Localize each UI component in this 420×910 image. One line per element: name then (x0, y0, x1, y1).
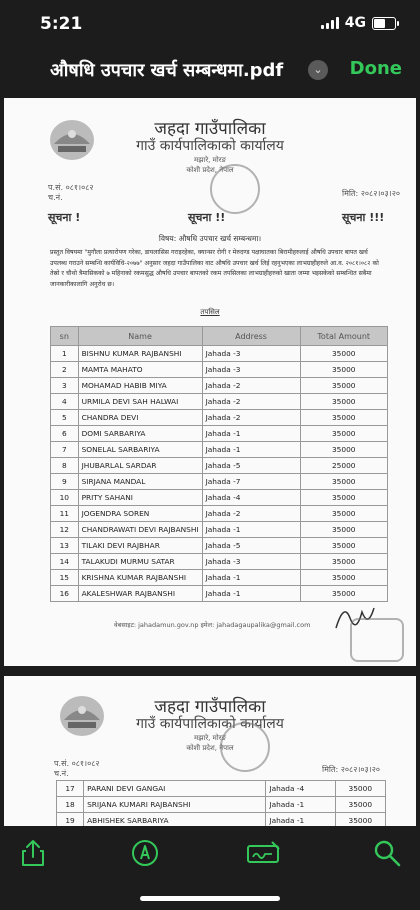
table-row (51, 362, 388, 378)
row-address: Jahada -2 (202, 378, 300, 394)
row-sn: 1 (51, 346, 79, 362)
row-sn: 11 (51, 506, 79, 522)
address-line: मझारे, मोरङ (194, 734, 226, 742)
row-address: Jahada -3 (202, 362, 300, 378)
row-address: Jahada -2 (202, 410, 300, 426)
row-amount: 35000 (300, 490, 388, 506)
chalani-no: च.नं. (54, 769, 69, 778)
row-sn: 4 (51, 394, 79, 410)
row-name: TILAKI DEVI RAJBHAR (78, 538, 202, 554)
col-sn: sn (51, 327, 79, 346)
footer-contact: वेबसाइट: jahadamun.gov.np इमेल: jahadagaupalika@gmail.com (114, 621, 311, 629)
row-name: TALAKUDI MURMU SATAR (78, 554, 202, 570)
row-amount: 35000 (300, 442, 388, 458)
table-row (51, 458, 388, 474)
row-name: SONELAL SARBARIYA (78, 442, 202, 458)
office-subtitle: गाउँ कार्यपालिकाको कार्यालय (136, 716, 284, 732)
row-sn: 12 (51, 522, 79, 538)
chevron-down-icon[interactable]: ⌄ (308, 60, 328, 80)
row-address: Jahada -1 (266, 797, 335, 813)
row-name: DOMI SARBARIYA (78, 426, 202, 442)
row-amount: 35000 (300, 586, 388, 602)
beneficiary-table-continued (56, 780, 386, 826)
chalani-no: च.नं. (48, 193, 63, 202)
row-address: Jahada -1 (266, 813, 335, 827)
row-name: KRISHNA KUMAR RAJBANSHI (78, 570, 202, 586)
row-amount: 35000 (335, 813, 385, 827)
row-sn: 15 (51, 570, 79, 586)
row-name: JHUBARLAL SARDAR (78, 458, 202, 474)
row-sn: 6 (51, 426, 79, 442)
row-amount: 25000 (300, 458, 388, 474)
signal-icon (321, 17, 339, 29)
status-time: 5:21 (40, 14, 83, 34)
row-address: Jahada -3 (202, 554, 300, 570)
status-bar (0, 0, 420, 44)
row-address: Jahada -3 (202, 346, 300, 362)
nav-bar (0, 44, 420, 96)
table-row (51, 538, 388, 554)
row-address: Jahada -2 (202, 394, 300, 410)
row-amount: 35000 (300, 538, 388, 554)
address-line-2: कोशी प्रदेश, नेपाल (186, 166, 234, 174)
row-address: Jahada -1 (202, 442, 300, 458)
row-amount: 35000 (300, 346, 388, 362)
row-name: PARANI DEVI GANGAI (84, 781, 266, 797)
office-seal (350, 618, 404, 662)
row-address: Jahada -1 (202, 570, 300, 586)
date-label: मिति: २०८२।०३।२० (342, 189, 401, 198)
row-sn: 9 (51, 474, 79, 490)
table-row (51, 490, 388, 506)
date-label: मिति: २०८२।०३।२० (322, 765, 381, 774)
row-address: Jahada -1 (202, 426, 300, 442)
battery-icon (372, 17, 396, 30)
row-sn: 14 (51, 554, 79, 570)
tapasil-label: तपसिल (200, 308, 220, 316)
office-subtitle: गाउँ कार्यपालिकाको कार्यालय (136, 138, 284, 154)
row-sn: 18 (57, 797, 84, 813)
table-row (51, 378, 388, 394)
table-header-row (51, 327, 388, 346)
notice-right: सूचना !!! (342, 211, 385, 224)
ref-no: प.सं. ०८१।०८२ (48, 183, 94, 192)
row-name: SRIJANA KUMARI RAJBANSHI (84, 797, 266, 813)
address-line-2: कोशी प्रदेश, नेपाल (186, 744, 234, 752)
row-name: CHANDRA DEVI (78, 410, 202, 426)
table-row (51, 346, 388, 362)
table-row (57, 813, 386, 827)
col-address: Address (202, 327, 300, 346)
table-row (51, 410, 388, 426)
row-amount: 35000 (300, 474, 388, 490)
markup-icon[interactable] (130, 838, 160, 868)
notice-left: सूचना ! (48, 211, 81, 224)
row-sn: 17 (57, 781, 84, 797)
table-row (51, 442, 388, 458)
row-amount: 35000 (300, 410, 388, 426)
row-address: Jahada -2 (202, 506, 300, 522)
row-name: SIRJANA MANDAL (78, 474, 202, 490)
table-row (51, 474, 388, 490)
row-address: Jahada -7 (202, 474, 300, 490)
signature-icon[interactable] (246, 838, 282, 868)
row-name: JOGENDRA SOREN (78, 506, 202, 522)
row-name: MOHAMAD HABIB MIYA (78, 378, 202, 394)
row-amount: 35000 (300, 426, 388, 442)
row-name: PRITY SAHANI (78, 490, 202, 506)
notice-center: सूचना !! (188, 211, 226, 224)
row-address: Jahada -1 (202, 586, 300, 602)
row-address: Jahada -4 (266, 781, 335, 797)
table-row (51, 426, 388, 442)
document-title[interactable]: औषधि उपचार खर्च सम्बन्धमा.pdf (50, 60, 284, 81)
row-sn: 10 (51, 490, 79, 506)
search-icon[interactable] (372, 838, 402, 868)
row-sn: 16 (51, 586, 79, 602)
row-sn: 7 (51, 442, 79, 458)
row-name: ABHISHEK SARBARIYA (84, 813, 266, 827)
table-row (51, 570, 388, 586)
table-row (57, 781, 386, 797)
row-amount: 35000 (300, 378, 388, 394)
row-name: URMILA DEVI SAH HALWAI (78, 394, 202, 410)
row-amount: 35000 (335, 797, 385, 813)
table-row (51, 554, 388, 570)
row-sn: 13 (51, 538, 79, 554)
row-name: AKALESHWAR RAJBANSHI (78, 586, 202, 602)
col-amount: Total Amount (300, 327, 388, 346)
office-stamp (210, 164, 260, 214)
share-icon[interactable] (18, 838, 48, 868)
status-indicators (321, 15, 396, 31)
ref-no: प.सं. ०८१।०८२ (54, 759, 100, 768)
row-amount: 35000 (300, 506, 388, 522)
row-amount: 35000 (300, 554, 388, 570)
table-row (57, 797, 386, 813)
address-line: मझारे, मोरङ (194, 156, 226, 164)
row-amount: 35000 (300, 362, 388, 378)
row-address: Jahada -1 (202, 522, 300, 538)
table-row (51, 506, 388, 522)
subject-line: विषय: औषधि उपचार खर्च सम्बन्धमा। (158, 234, 262, 243)
row-sn: 3 (51, 378, 79, 394)
row-sn: 2 (51, 362, 79, 378)
table-row (51, 394, 388, 410)
home-indicator (140, 896, 280, 901)
pdf-page-2[interactable] (4, 676, 416, 826)
office-title: जहदा गाउँपालिका (154, 119, 266, 139)
done-button[interactable]: Done (349, 58, 402, 79)
row-name: MAMTA MAHATO (78, 362, 202, 378)
row-amount: 35000 (300, 570, 388, 586)
row-amount: 35000 (335, 781, 385, 797)
row-amount: 35000 (300, 522, 388, 538)
row-sn: 8 (51, 458, 79, 474)
row-address: Jahada -5 (202, 458, 300, 474)
row-name: BISHNU KUMAR RAJBANSHI (78, 346, 202, 362)
row-amount: 35000 (300, 394, 388, 410)
network-label: 4G (344, 15, 366, 31)
pdf-page-1[interactable] (4, 98, 416, 666)
row-address: Jahada -5 (202, 538, 300, 554)
table-row (51, 522, 388, 538)
row-address: Jahada -4 (202, 490, 300, 506)
battery-level (374, 19, 385, 28)
beneficiary-table (50, 326, 388, 602)
row-sn: 5 (51, 410, 79, 426)
body-paragraph: प्रस्तुत विषयमा "मुगौला प्रत्यारोपण गरेका, डायलासिस गराइरहेका, क्यान्सर रोगी र मेरुदण्ड पक्षाघातका बिरामीहरुलाई औषधि उपचार बापत खर्च उपलब्ध गराउने सम्बन्धि कार्यविधि-२०७७" अनुसार जहदा गाउँपालिका वाट औषधि उपचार खर्च लिई रहनुभएका लाभग्राहीहरुले आ.व. २०८१।०८२ को तेस्रो र चौथो त्रैमासिकको ७ महिनाको रकमसुद्ध औषधि उपचार बापतको रकम तपसिलका लाभग्राहीहरुको खाता जम्मा भइसकेको सम्बन्धित सबैमा जानकारीकालागि अनुरोध छ। (50, 249, 379, 288)
row-sn: 19 (57, 813, 84, 827)
row-name: CHANDRAWATI DEVI RAJBANSHI (78, 522, 202, 538)
office-title: जहदा गाउँपालिका (154, 697, 266, 717)
col-name: Name (78, 327, 202, 346)
office-stamp (220, 722, 270, 772)
